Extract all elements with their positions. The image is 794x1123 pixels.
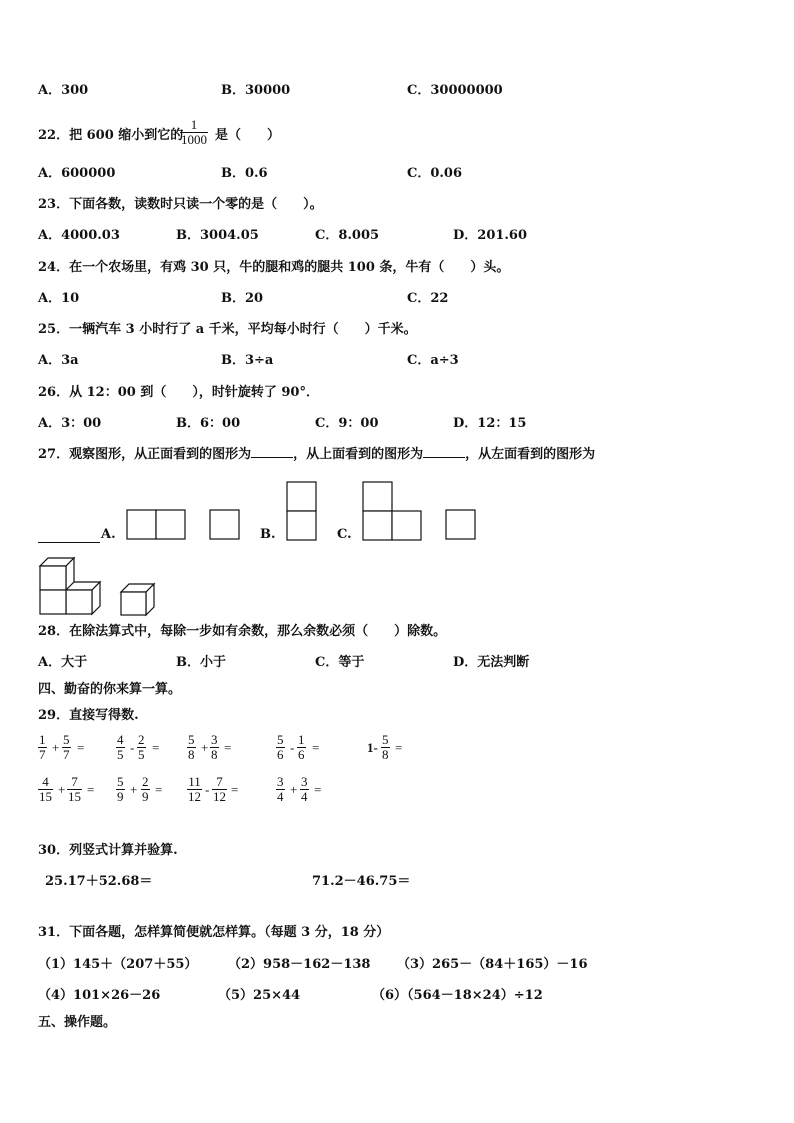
q31-problem-3: （3）265－（84＋165）－16 bbox=[397, 957, 588, 972]
denominator: 9 bbox=[142, 789, 149, 804]
operator: + bbox=[130, 782, 138, 797]
denominator: 9 bbox=[117, 789, 124, 804]
denominator: 15 bbox=[68, 789, 81, 804]
operator: + bbox=[58, 782, 66, 797]
q25-stem: 25．一辆汽车 3 小时行了 a 千米，平均每小时行（ ）千米。 bbox=[38, 322, 417, 337]
fraction bbox=[297, 733, 306, 762]
q22-option-c: C．0.06 bbox=[407, 166, 463, 181]
numerator: 5 bbox=[188, 732, 195, 747]
fraction bbox=[137, 733, 146, 762]
q21-option-b: B．30000 bbox=[221, 83, 291, 98]
q27-option-b-label: B. bbox=[260, 527, 276, 542]
numerator: 2 bbox=[138, 732, 145, 747]
numerator: 7 bbox=[216, 774, 223, 789]
q25-option-a: A．3a bbox=[38, 353, 79, 368]
denominator: 4 bbox=[301, 789, 308, 804]
q30-expression-2: 71.2－46.75＝ bbox=[312, 874, 411, 889]
q27-stem-part2: ，从上面看到的图形为 bbox=[293, 447, 424, 462]
numerator: 7 bbox=[71, 774, 78, 789]
denominator: 12 bbox=[213, 789, 226, 804]
equals-sign: = bbox=[314, 782, 322, 797]
q23-option-b: B．3004.05 bbox=[176, 228, 259, 243]
cube-stack-figure bbox=[40, 558, 100, 614]
q21-option-c: C．30000000 bbox=[407, 83, 503, 98]
q26-option-d: D．12：15 bbox=[453, 416, 527, 431]
q27-option-a-label: A. bbox=[101, 527, 116, 542]
q30-stem: 30．列竖式计算并验算. bbox=[38, 843, 178, 858]
one-minus: 1- bbox=[367, 740, 378, 755]
q31-stem: 31．下面各题，怎样算简便就怎样算。（每题 3 分，18 分） bbox=[38, 925, 390, 940]
fraction bbox=[210, 733, 219, 762]
denominator: 6 bbox=[277, 747, 284, 762]
option-a-square bbox=[156, 510, 185, 539]
option-b-square bbox=[287, 511, 316, 540]
numerator: 4 bbox=[42, 774, 49, 789]
q27-stem-part3: ，从左面看到的图形为 bbox=[465, 447, 596, 462]
q28-option-d: D．无法判断 bbox=[453, 655, 530, 670]
option-b-square bbox=[287, 482, 316, 511]
denominator: 7 bbox=[39, 747, 46, 762]
q31-problem-6: （6）（564－18×24）÷12 bbox=[372, 988, 543, 1003]
q29-stem: 29．直接写得数. bbox=[38, 708, 139, 723]
fraction bbox=[187, 733, 196, 762]
q22-stem-pre: 22．把 600 缩小到它的 bbox=[38, 128, 184, 143]
equals-sign: = bbox=[152, 740, 160, 755]
numerator: 5 bbox=[277, 732, 284, 747]
denominator: 4 bbox=[277, 789, 284, 804]
q23-option-a: A．4000.03 bbox=[38, 228, 120, 243]
fraction bbox=[381, 733, 390, 762]
numerator: 5 bbox=[382, 732, 389, 747]
numerator: 2 bbox=[142, 774, 149, 789]
numerator: 1 bbox=[190, 117, 198, 132]
section-4-heading: 四、勤奋的你来算一算。 bbox=[38, 682, 182, 697]
operator: + bbox=[201, 740, 209, 755]
fraction bbox=[62, 733, 71, 762]
fraction bbox=[141, 775, 150, 804]
fraction bbox=[116, 733, 125, 762]
q27-stem-part1: 27．观察图形，从正面看到的图形为 bbox=[38, 447, 252, 462]
denominator: 8 bbox=[211, 747, 218, 762]
equals-sign: = bbox=[224, 740, 232, 755]
q24-option-c: C．22 bbox=[407, 291, 449, 306]
numerator: 5 bbox=[117, 774, 124, 789]
equals-sign: = bbox=[77, 740, 85, 755]
q31-problem-4: （4）101×26－26 bbox=[38, 988, 161, 1003]
q31-problem-2: （2）958－162－138 bbox=[228, 957, 371, 972]
denominator: 8 bbox=[382, 747, 389, 762]
denominator: 1000 bbox=[181, 132, 207, 147]
option-c-square bbox=[363, 511, 392, 540]
single-square bbox=[446, 510, 475, 539]
q26-option-b: B．6：00 bbox=[176, 416, 241, 431]
q26-option-a: A．3：00 bbox=[38, 416, 102, 431]
option-c-square bbox=[363, 482, 392, 511]
fraction bbox=[67, 775, 82, 804]
numerator: 3 bbox=[301, 774, 308, 789]
q31-problem-5: （5）25×44 bbox=[218, 988, 301, 1003]
q26-stem: 26．从 12：00 到（ ），时针旋转了 90°． bbox=[38, 385, 319, 400]
operator: - bbox=[290, 740, 295, 755]
denominator: 6 bbox=[298, 747, 305, 762]
numerator: 5 bbox=[63, 732, 70, 747]
fraction bbox=[276, 775, 285, 804]
q22-option-a: A．600000 bbox=[38, 166, 116, 181]
fraction bbox=[212, 775, 227, 804]
q26-option-c: C．9：00 bbox=[315, 416, 379, 431]
equals-sign: = bbox=[231, 782, 239, 797]
q27-option-c-label: C. bbox=[337, 527, 352, 542]
equals-sign: = bbox=[87, 782, 95, 797]
q24-stem: 24．在一个农场里，有鸡 30 只，牛的腿和鸡的腿共 100 条，牛有（ ）头。 bbox=[38, 260, 510, 275]
q28-option-b: B．小于 bbox=[176, 655, 226, 670]
operator: + bbox=[290, 782, 298, 797]
fraction bbox=[276, 733, 285, 762]
q28-option-c: C．等于 bbox=[315, 655, 365, 670]
q28-option-a: A．大于 bbox=[38, 655, 88, 670]
equals-sign: = bbox=[312, 740, 320, 755]
fraction bbox=[187, 775, 202, 804]
q28-stem: 28．在除法算式中，每除一步如有余数，那么余数必须（ ）除数。 bbox=[38, 624, 447, 639]
q24-option-a: A．10 bbox=[38, 291, 80, 306]
denominator: 8 bbox=[188, 747, 195, 762]
q23-option-c: C．8.005 bbox=[315, 228, 380, 243]
operator: - bbox=[130, 740, 135, 755]
denominator: 5 bbox=[138, 747, 145, 762]
q25-option-c: C．a÷3 bbox=[407, 353, 459, 368]
denominator: 12 bbox=[188, 789, 201, 804]
denominator: 5 bbox=[117, 747, 124, 762]
operator: - bbox=[205, 782, 210, 797]
equals-sign: = bbox=[395, 740, 403, 755]
numerator: 3 bbox=[277, 774, 284, 789]
numerator: 1 bbox=[39, 732, 46, 747]
numerator: 4 bbox=[117, 732, 124, 747]
denominator: 15 bbox=[39, 789, 52, 804]
q23-option-d: D．201.60 bbox=[453, 228, 528, 243]
q31-problem-1: （1）145＋（207＋55） bbox=[38, 957, 198, 972]
q24-option-b: B．20 bbox=[221, 291, 264, 306]
denominator: 7 bbox=[63, 747, 70, 762]
fraction bbox=[116, 775, 125, 804]
numerator: 1 bbox=[298, 732, 305, 747]
fraction bbox=[300, 775, 309, 804]
fraction bbox=[38, 775, 53, 804]
equals-sign: = bbox=[155, 782, 163, 797]
numerator: 11 bbox=[188, 774, 201, 789]
q30-expression-1: 25.17＋52.68＝ bbox=[45, 874, 153, 889]
section-5-heading: 五、操作题。 bbox=[38, 1015, 117, 1030]
option-a-square bbox=[127, 510, 156, 539]
numerator: 3 bbox=[211, 732, 218, 747]
single-square bbox=[210, 510, 239, 539]
q21-option-a: A．300 bbox=[38, 83, 89, 98]
single-cube-figure bbox=[121, 584, 154, 615]
fraction bbox=[38, 733, 47, 762]
q22-stem-post: 是（ ） bbox=[215, 128, 281, 143]
q22-option-b: B．0.6 bbox=[221, 166, 268, 181]
q23-stem: 23．下面各数，读数时只读一个零的是（ ）。 bbox=[38, 197, 323, 212]
operator: + bbox=[52, 740, 60, 755]
option-c-square bbox=[392, 511, 421, 540]
q25-option-b: B．3÷a bbox=[221, 353, 274, 368]
